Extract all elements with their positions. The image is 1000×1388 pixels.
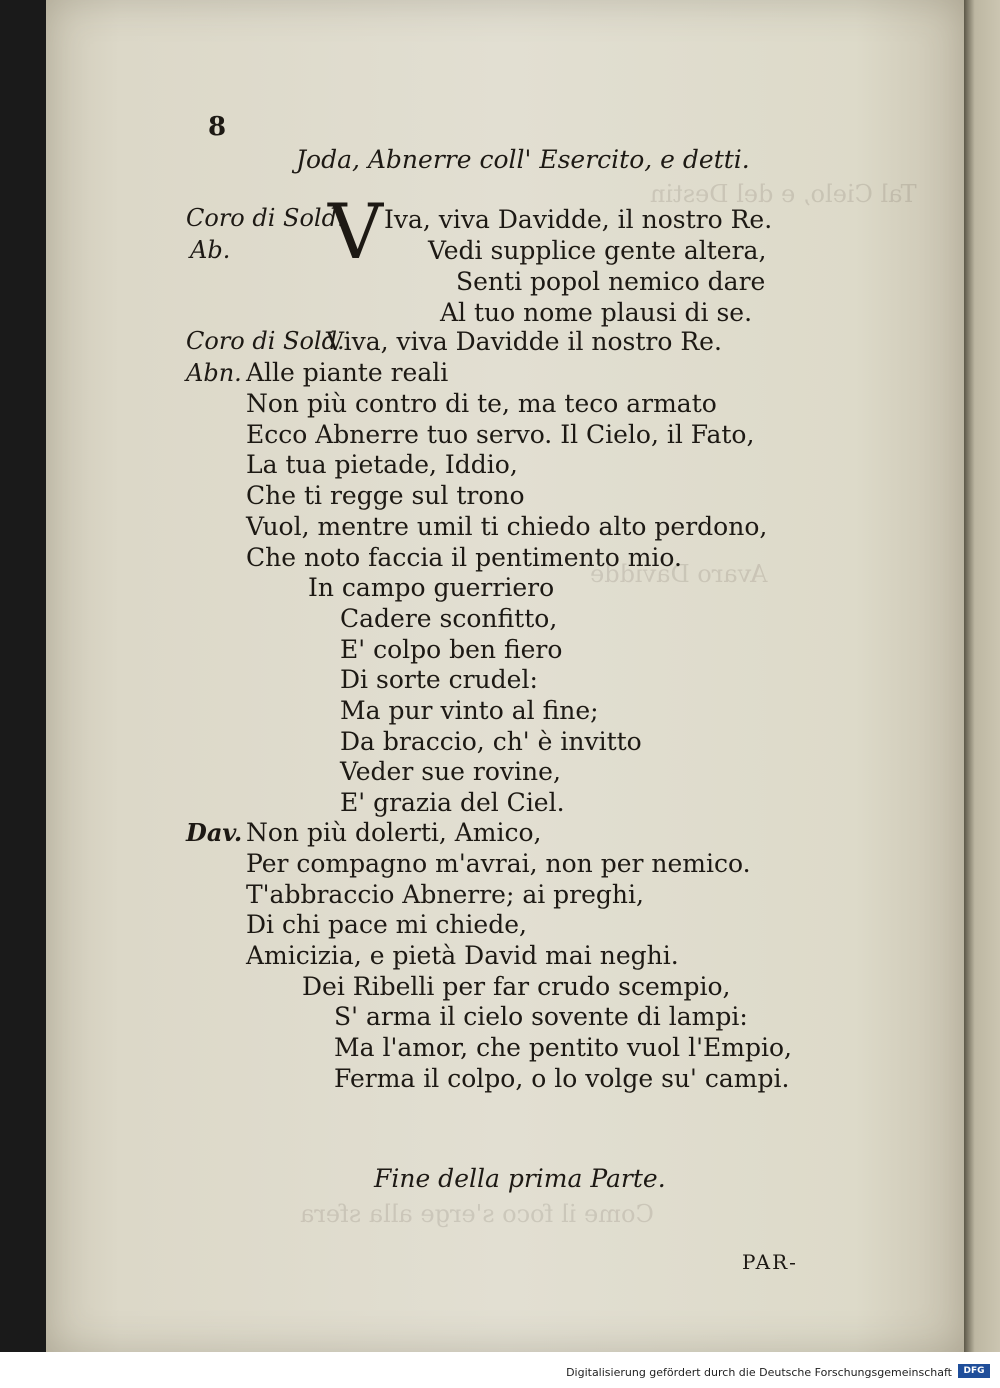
verse-line: In campo guerriero <box>308 573 555 602</box>
speaker-label: Ab. <box>190 236 231 264</box>
section-end-heading: Fine della prima Parte. <box>374 1164 666 1193</box>
catchword: PAR- <box>742 1250 798 1274</box>
verse-line: La tua pietade, Iddio, <box>246 450 518 479</box>
verse-line: Vuol, mentre umil ti chiedo alto perdono, <box>246 512 768 541</box>
verse-line: Alle piante reali <box>246 358 449 387</box>
verse-line: Senti popol nemico dare <box>456 267 766 296</box>
verse-line: Ma pur vinto al fine; <box>340 696 599 725</box>
verse-line: Ma l'amor, che pentito vuol l'Empio, <box>334 1033 792 1062</box>
bleed-through: Come il foco s'erge alla sfera <box>300 1200 654 1228</box>
verse-line: Vedi supplice gente altera, <box>428 236 767 265</box>
verse-line: Al tuo nome plausi di se. <box>440 298 753 327</box>
verse-line: Cadere sconfitto, <box>340 604 558 633</box>
verse-line: Ferma il colpo, o lo volge su' campi. <box>334 1064 790 1093</box>
verse-line: Di sorte crudel: <box>340 665 538 694</box>
verse-line: Per compagno m'avrai, non per nemico. <box>246 849 751 878</box>
verse-line: Che ti regge sul trono <box>246 481 525 510</box>
verse-line: Di chi pace mi chiede, <box>246 910 527 939</box>
verse-line: Viva, viva Davidde il nostro Re. <box>326 327 722 356</box>
verse-line: E' colpo ben fiero <box>340 635 563 664</box>
verse-line: S' arma il cielo sovente di lampi: <box>334 1002 748 1031</box>
bleed-through: Avaro Davidde <box>590 560 768 588</box>
scene-heading: Joda, Abnerre coll' Esercito, e detti. <box>296 145 750 174</box>
bleed-through: Tal Cielo, e del Destin <box>650 180 917 208</box>
verse-line: T'abbraccio Abnerre; ai preghi, <box>246 880 644 909</box>
verse-line: Dei Ribelli per far crudo scempio, <box>302 972 731 1001</box>
verse-line: Non più contro di te, ma teco armato <box>246 389 717 418</box>
dfg-logo: DFG <box>958 1364 990 1378</box>
speaker-label: Dav. <box>186 818 243 847</box>
speaker-label: Coro di Sold. <box>186 204 345 232</box>
speaker-label: Coro di Sold. <box>186 327 345 355</box>
verse-line: Veder sue rovine, <box>340 757 561 786</box>
drop-cap: V <box>328 187 383 276</box>
verse-line: Che noto faccia il pentimento mio. <box>246 543 682 572</box>
verse-line: Ecco Abnerre tuo servo. Il Cielo, il Fato, <box>246 420 755 449</box>
verse-line: Non più dolerti, Amico, <box>246 818 542 847</box>
facing-page-edge <box>964 0 1000 1352</box>
page-number: 8 <box>208 112 227 142</box>
verse-line: Amicizia, e pietà David mai neghi. <box>246 941 679 970</box>
verse-line: Iva, viva Davidde, il nostro Re. <box>384 205 773 234</box>
speaker-label: Abn. <box>186 359 242 387</box>
verse-line: Da braccio, ch' è invitto <box>340 727 642 756</box>
verse-line: E' grazia del Ciel. <box>340 788 565 817</box>
funding-credit: Digitalisierung gefördert durch die Deutsche Forschungsgemeinschaft <box>566 1366 952 1379</box>
